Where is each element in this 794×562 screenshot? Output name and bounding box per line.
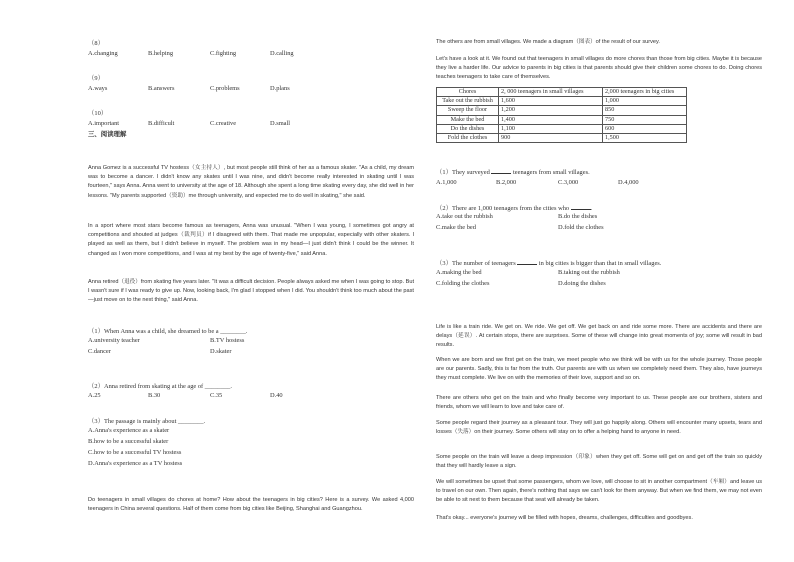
option-b[interactable]: B.helping: [148, 50, 174, 57]
passage-c-paragraph-4: Some people regard their journey as a pleasant tour. They will just go happily along. Others will encounter many upsets, tears and losses（失落）on their journey. Some others will stay on to offer a helping hand to anyone in need.: [436, 420, 762, 436]
stem-text: （1）They surveyed: [436, 169, 490, 176]
table-row: [437, 124, 687, 133]
question-b3-options: [436, 269, 766, 291]
stem-text: （2）There are 1,000 teenagers from the cities who: [436, 205, 570, 212]
answer-blank[interactable]: [571, 204, 591, 210]
left-column: [88, 0, 418, 562]
table-row: [437, 106, 687, 115]
stem-text: （3）The number of teenagers: [436, 260, 516, 267]
right-column: [436, 0, 766, 562]
question-b3-stem: [436, 258, 661, 267]
question-b1-stem: [436, 167, 590, 176]
table-cell: 850: [603, 106, 687, 115]
option-d[interactable]: D.40: [270, 392, 283, 399]
question-a2-options: [88, 392, 418, 402]
option-a[interactable]: A.1,000: [436, 179, 457, 186]
question-a1-options: [88, 337, 418, 359]
option-a[interactable]: A.take out the rubbish: [436, 213, 493, 220]
stem-text: teenagers from small villages.: [513, 169, 590, 176]
survey-table: [436, 87, 687, 143]
option-a[interactable]: A.25: [88, 392, 101, 399]
option-c[interactable]: C.creative: [210, 120, 237, 127]
option-d[interactable]: D.small: [270, 120, 291, 127]
table-header: 2,000 teenagers in big cities: [603, 88, 687, 97]
table-cell: 1,000: [603, 97, 687, 106]
passage-c-paragraph-5: Some people on the train will leave a deep impression（印象）when they get off. Some will get on and get off the train so quickly that they will hardly leave a sign.: [436, 454, 762, 470]
question-b2-stem: [436, 203, 592, 212]
option-b[interactable]: B.how to be a successful skater: [88, 438, 169, 445]
q8-options: [88, 50, 418, 60]
question-a1-stem: （1）When Anna was a child, she dreamed to be a ________.: [88, 328, 248, 335]
question-b1-options: [436, 179, 766, 189]
passage-c-paragraph-3: There are others who get on the train and who finally become very important to us. These people are our brothers, sisters and friends, whom we will learn to love and take care of.: [436, 395, 762, 411]
table-cell: 900: [499, 133, 603, 142]
option-a[interactable]: A.ways: [88, 85, 108, 92]
option-d[interactable]: D.plans: [270, 85, 290, 92]
table-cell: Do the dishes: [437, 124, 499, 133]
table-header: 2, 000 teenagers in small villages: [499, 88, 603, 97]
option-c[interactable]: C.folding the clothes: [436, 280, 490, 287]
q10-options: [88, 120, 418, 130]
option-b[interactable]: B.2,000: [496, 179, 517, 186]
section-heading: 三、阅读理解: [88, 131, 127, 138]
q9-number: （9）: [88, 75, 104, 82]
option-b[interactable]: B.answers: [148, 85, 175, 92]
option-c[interactable]: C.how to be a successful TV hostess: [88, 449, 182, 456]
passage-c-paragraph-1: Life is like a train ride. We get on. We ride. We get off. We get back on and ride some more. There are accidents and there are delays（延误）. At certain stops, there are surprises. Some of these will change into great moments of joy; some will result in bad results.: [436, 324, 762, 349]
option-b[interactable]: B.taking out the rubbish: [558, 269, 620, 276]
option-d[interactable]: D.doing the dishes: [558, 280, 606, 287]
answer-blank[interactable]: [491, 168, 511, 174]
passage-c-paragraph-2: When we are born and we first get on the train, we meet people who we think will be with us for the whole journey. Those people are our parents. Sadly, this is far from the truth. Our parents are with us when we completely need them. They also, have journeys they must complete. We live on with the memories of their love, support and so on.: [436, 357, 762, 382]
table-row: [437, 97, 687, 106]
stem-text: .: [590, 205, 593, 212]
table-cell: 600: [603, 124, 687, 133]
q9-options: [88, 85, 418, 95]
option-c[interactable]: C.35: [210, 392, 223, 399]
passage-b-paragraph: Let's have a look at it. We found out that teenagers in small villages do more chores than those from big cities. Maybe it is because they live a harder life. Our advice to parents in big cities is that parents should give their children some chores to do. Doing chores teaches teenagers to take care of themselves.: [436, 56, 762, 81]
option-d[interactable]: D.Anna's experience as a TV hostess: [88, 460, 183, 467]
passage-c-paragraph-6: We will sometimes be upset that some passengers, whom we love, will choose to sit in another compartment（车厢）and leave us to travel on our own. Then again, there's nothing that says we can't look for them anyway. But when we find them, we may not even be able to sit next to them because that seat will already be taken.: [436, 479, 762, 504]
table-row: [437, 115, 687, 124]
passage-a-paragraph-3: Anna retired（退役）from skating five years later. "It was a difficult decision. People always asked me when I was going to stop. But I wasn't sure if I was ready to give up. Now, looking back, I'm glad I stopped when I did. You shouldn't think too much about the past—just move on to the next thing," said Anna.: [88, 279, 414, 304]
option-d[interactable]: D.fold the clothes: [558, 224, 604, 231]
option-a[interactable]: A.important: [88, 120, 120, 127]
table-cell: 1,100: [499, 124, 603, 133]
passage-a-paragraph-2: In a sport where most stars become famous as teenagers, Anna was unusual. "When I was young, I sometimes got angry at competitions and shouted at judges（裁判员）if I disagreed with them. That made me unpopular, especially with other skaters. I played as well as them, but I didn't believe in myself. The problem was in my head—I just didn't think I could be the winner. It changed as I won more competitions, and I was at my best by the age of twenty-five," said Anna.: [88, 223, 414, 257]
question-a2-stem: （2）Anna retired from skating at the age of ________.: [88, 383, 232, 390]
option-a[interactable]: A.changing: [88, 50, 118, 57]
option-c[interactable]: C.problems: [210, 85, 240, 92]
question-a3-stem: （3）The passage is mainly about ________.: [88, 418, 206, 425]
table-cell: Make the bed: [437, 115, 499, 124]
table-cell: 1,500: [603, 133, 687, 142]
option-d[interactable]: D.skater: [210, 348, 232, 355]
option-b[interactable]: B.difficult: [148, 120, 175, 127]
option-c[interactable]: C.make the bed: [436, 224, 476, 231]
table-cell: 1,200: [499, 106, 603, 115]
table-cell: Sweep the floor: [437, 106, 499, 115]
q8-number: （8）: [88, 40, 104, 47]
table-cell: 1,600: [499, 97, 603, 106]
option-a[interactable]: A.university teacher: [88, 337, 140, 344]
table-cell: Fold the clothes: [437, 133, 499, 142]
question-b2-options: [436, 213, 766, 235]
passage-b-continued: The others are from small villages. We made a diagram（图表）of the result of our survey.: [436, 39, 660, 45]
option-c[interactable]: C.dancer: [88, 348, 111, 355]
option-b[interactable]: B.TV hostess: [210, 337, 245, 344]
option-c[interactable]: C.3,000: [558, 179, 579, 186]
table-header-row: [437, 88, 687, 97]
table-row: [437, 133, 687, 142]
option-c[interactable]: C.fighting: [210, 50, 237, 57]
passage-c-paragraph-7: That's okay... everyone's journey will be filled with hopes, dreams, challenges, difficulties and goodbyes.: [436, 515, 693, 521]
q10-number: （10）: [88, 110, 108, 117]
option-a[interactable]: A.Anna's experience as a skater: [88, 427, 170, 434]
table-cell: 1,400: [499, 115, 603, 124]
table-header: Chores: [437, 88, 499, 97]
option-d[interactable]: D.calling: [270, 50, 294, 57]
passage-b-intro: Do teenagers in small villages do chores at home? How about the teenagers in big cities? Here is a survey. We asked 4,000 teenagers in China several questions. Half of them come from big cities like Beijing, Shanghai and Guangzhou.: [88, 497, 414, 513]
option-d[interactable]: D.4,000: [618, 179, 639, 186]
table-cell: Take out the rubbish: [437, 97, 499, 106]
option-b[interactable]: B.30: [148, 392, 161, 399]
answer-blank[interactable]: [517, 259, 537, 265]
option-b[interactable]: B.do the dishes: [558, 213, 598, 220]
passage-a-paragraph-1: Anna Gomez is a successful TV hostess（女主持人）, but most people still think of her as a famous skater. "As a child, my dream was to become a dancer. I didn't know any skates until I was nine, and didn't become really interested in skating until I was fourteen," says Anna. Anna went to university at the age of 18. Although she spent a long time skating every day, she did well in her lessons. "My parents supported（资助）me through university, and expected me to do well in skating," she said.: [88, 165, 414, 199]
option-a[interactable]: A.making the bed: [436, 269, 482, 276]
stem-text: in big cities is bigger than that in small villages.: [538, 260, 662, 267]
table-cell: 750: [603, 115, 687, 124]
